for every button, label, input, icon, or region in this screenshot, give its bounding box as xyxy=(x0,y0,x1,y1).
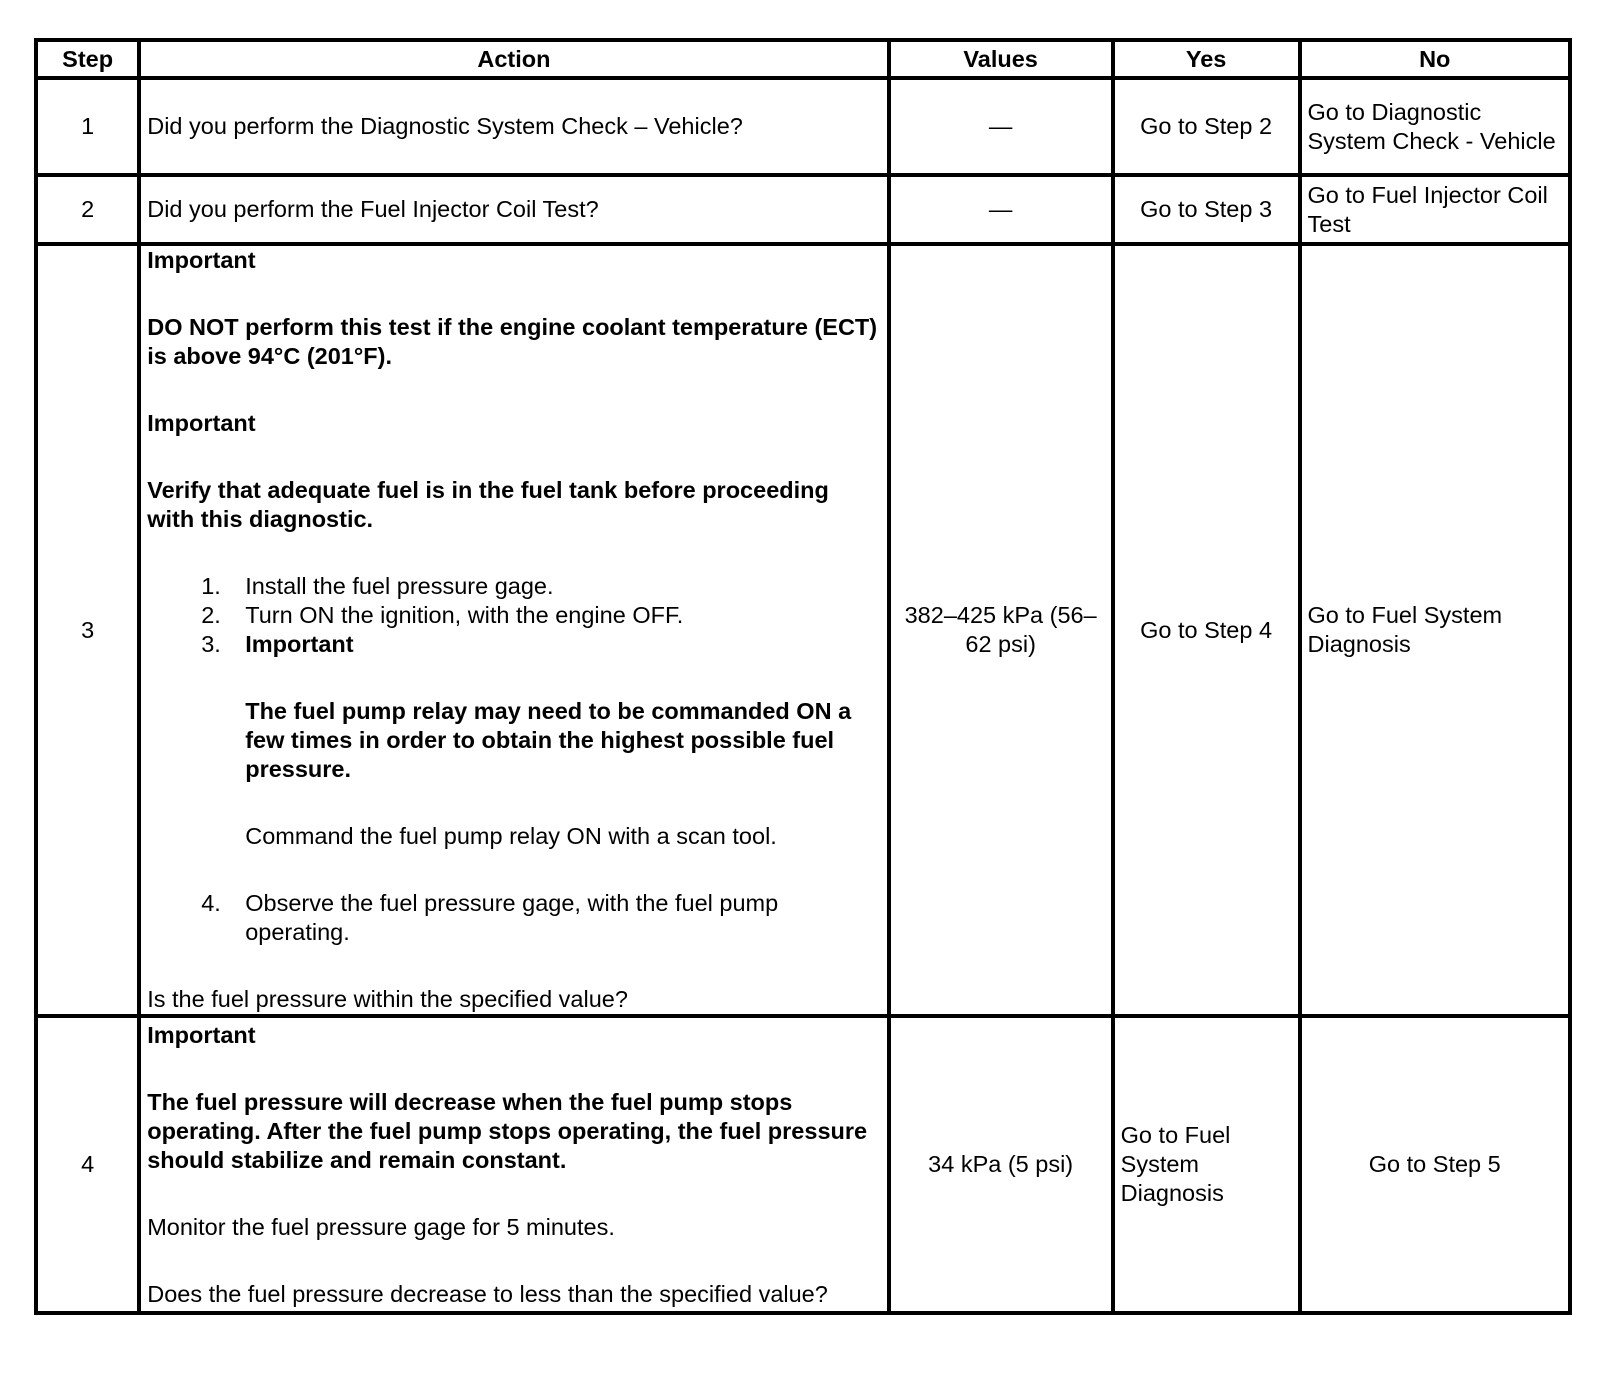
no-cell: Go to Step 5 xyxy=(1300,1016,1571,1313)
substep-text: Turn ON the ignition, with the engine OFF. xyxy=(245,602,684,628)
instruction-text: Monitor the fuel pressure gage for 5 minutes. xyxy=(147,1213,615,1240)
substep-number: 1. xyxy=(201,573,221,599)
step-number: 3 xyxy=(36,244,139,1016)
step-number: 4 xyxy=(36,1016,139,1313)
yes-cell: Go to Step 3 xyxy=(1113,175,1300,244)
important-label: Important xyxy=(147,410,256,436)
important-label: Important xyxy=(147,1021,256,1048)
yes-cell: Go to Step 4 xyxy=(1113,244,1300,1016)
action-cell xyxy=(139,78,888,175)
header-yes: Yes xyxy=(1113,40,1300,78)
yes-cell: Go to Step 2 xyxy=(1113,78,1300,175)
action-question: Did you perform the Fuel Injector Coil Test? xyxy=(147,196,599,222)
important-note: The fuel pressure will decrease when the fuel pump stops operating. After the fuel pump stops operating, the fuel pressure should stabilize and remain constant. xyxy=(147,1088,868,1173)
table-row-step-2 xyxy=(36,175,1570,244)
no-cell: Go to Fuel Injector Coil Test xyxy=(1300,175,1571,244)
important-note: The fuel pump relay may need to be commanded ON a few times in order to obtain the highest possible fuel pressure. xyxy=(245,698,852,782)
action-question: Did you perform the Diagnostic System Check – Vehicle? xyxy=(147,113,743,139)
step-number: 1 xyxy=(36,78,139,175)
table-row-step-4 xyxy=(36,1016,1570,1313)
header-step: Step xyxy=(36,40,139,78)
substep-text: Install the fuel pressure gage. xyxy=(245,573,554,599)
important-label: Important xyxy=(245,631,354,657)
header-action: Action xyxy=(139,40,888,78)
substep-number: 4. xyxy=(201,890,221,916)
action-cell xyxy=(139,244,888,1016)
values-cell: — xyxy=(889,175,1113,244)
list-item xyxy=(201,630,880,889)
important-label: Important xyxy=(147,247,256,273)
substep-text: Observe the fuel pressure gage, with the fuel pump operating. xyxy=(245,890,779,945)
action-question: Does the fuel pressure decrease to less than the specified value? xyxy=(147,1280,828,1307)
action-question: Is the fuel pressure within the specified value? xyxy=(147,986,628,1012)
substep-list xyxy=(147,572,880,947)
no-cell: Go to Fuel System Diagnosis xyxy=(1300,244,1571,1016)
substep-number: 3. xyxy=(201,631,221,657)
table-row-step-3 xyxy=(36,244,1570,1016)
list-item xyxy=(201,601,880,630)
header-row xyxy=(36,40,1570,78)
action-cell xyxy=(139,175,888,244)
values-cell: 34 kPa (5 psi) xyxy=(889,1016,1113,1313)
table-row-step-1 xyxy=(36,78,1570,175)
header-values: Values xyxy=(889,40,1113,78)
substep-number: 2. xyxy=(201,602,221,628)
diagnostic-table xyxy=(34,38,1572,1315)
step-number: 2 xyxy=(36,175,139,244)
header-no: No xyxy=(1300,40,1571,78)
list-item xyxy=(201,889,880,947)
substep-text: Command the fuel pump relay ON with a scan tool. xyxy=(245,823,777,849)
important-note: DO NOT perform this test if the engine coolant temperature (ECT) is above 94°C (201°F). xyxy=(147,314,878,369)
values-cell: — xyxy=(889,78,1113,175)
list-item xyxy=(201,572,880,601)
no-cell: Go to Diagnostic System Check - Vehicle xyxy=(1300,78,1571,175)
action-cell xyxy=(139,1016,888,1313)
values-cell: 382–425 kPa (56–62 psi) xyxy=(889,244,1113,1016)
important-note: Verify that adequate fuel is in the fuel tank before proceeding with this diagnostic. xyxy=(147,477,829,532)
yes-cell: Go to Fuel System Diagnosis xyxy=(1113,1016,1300,1313)
